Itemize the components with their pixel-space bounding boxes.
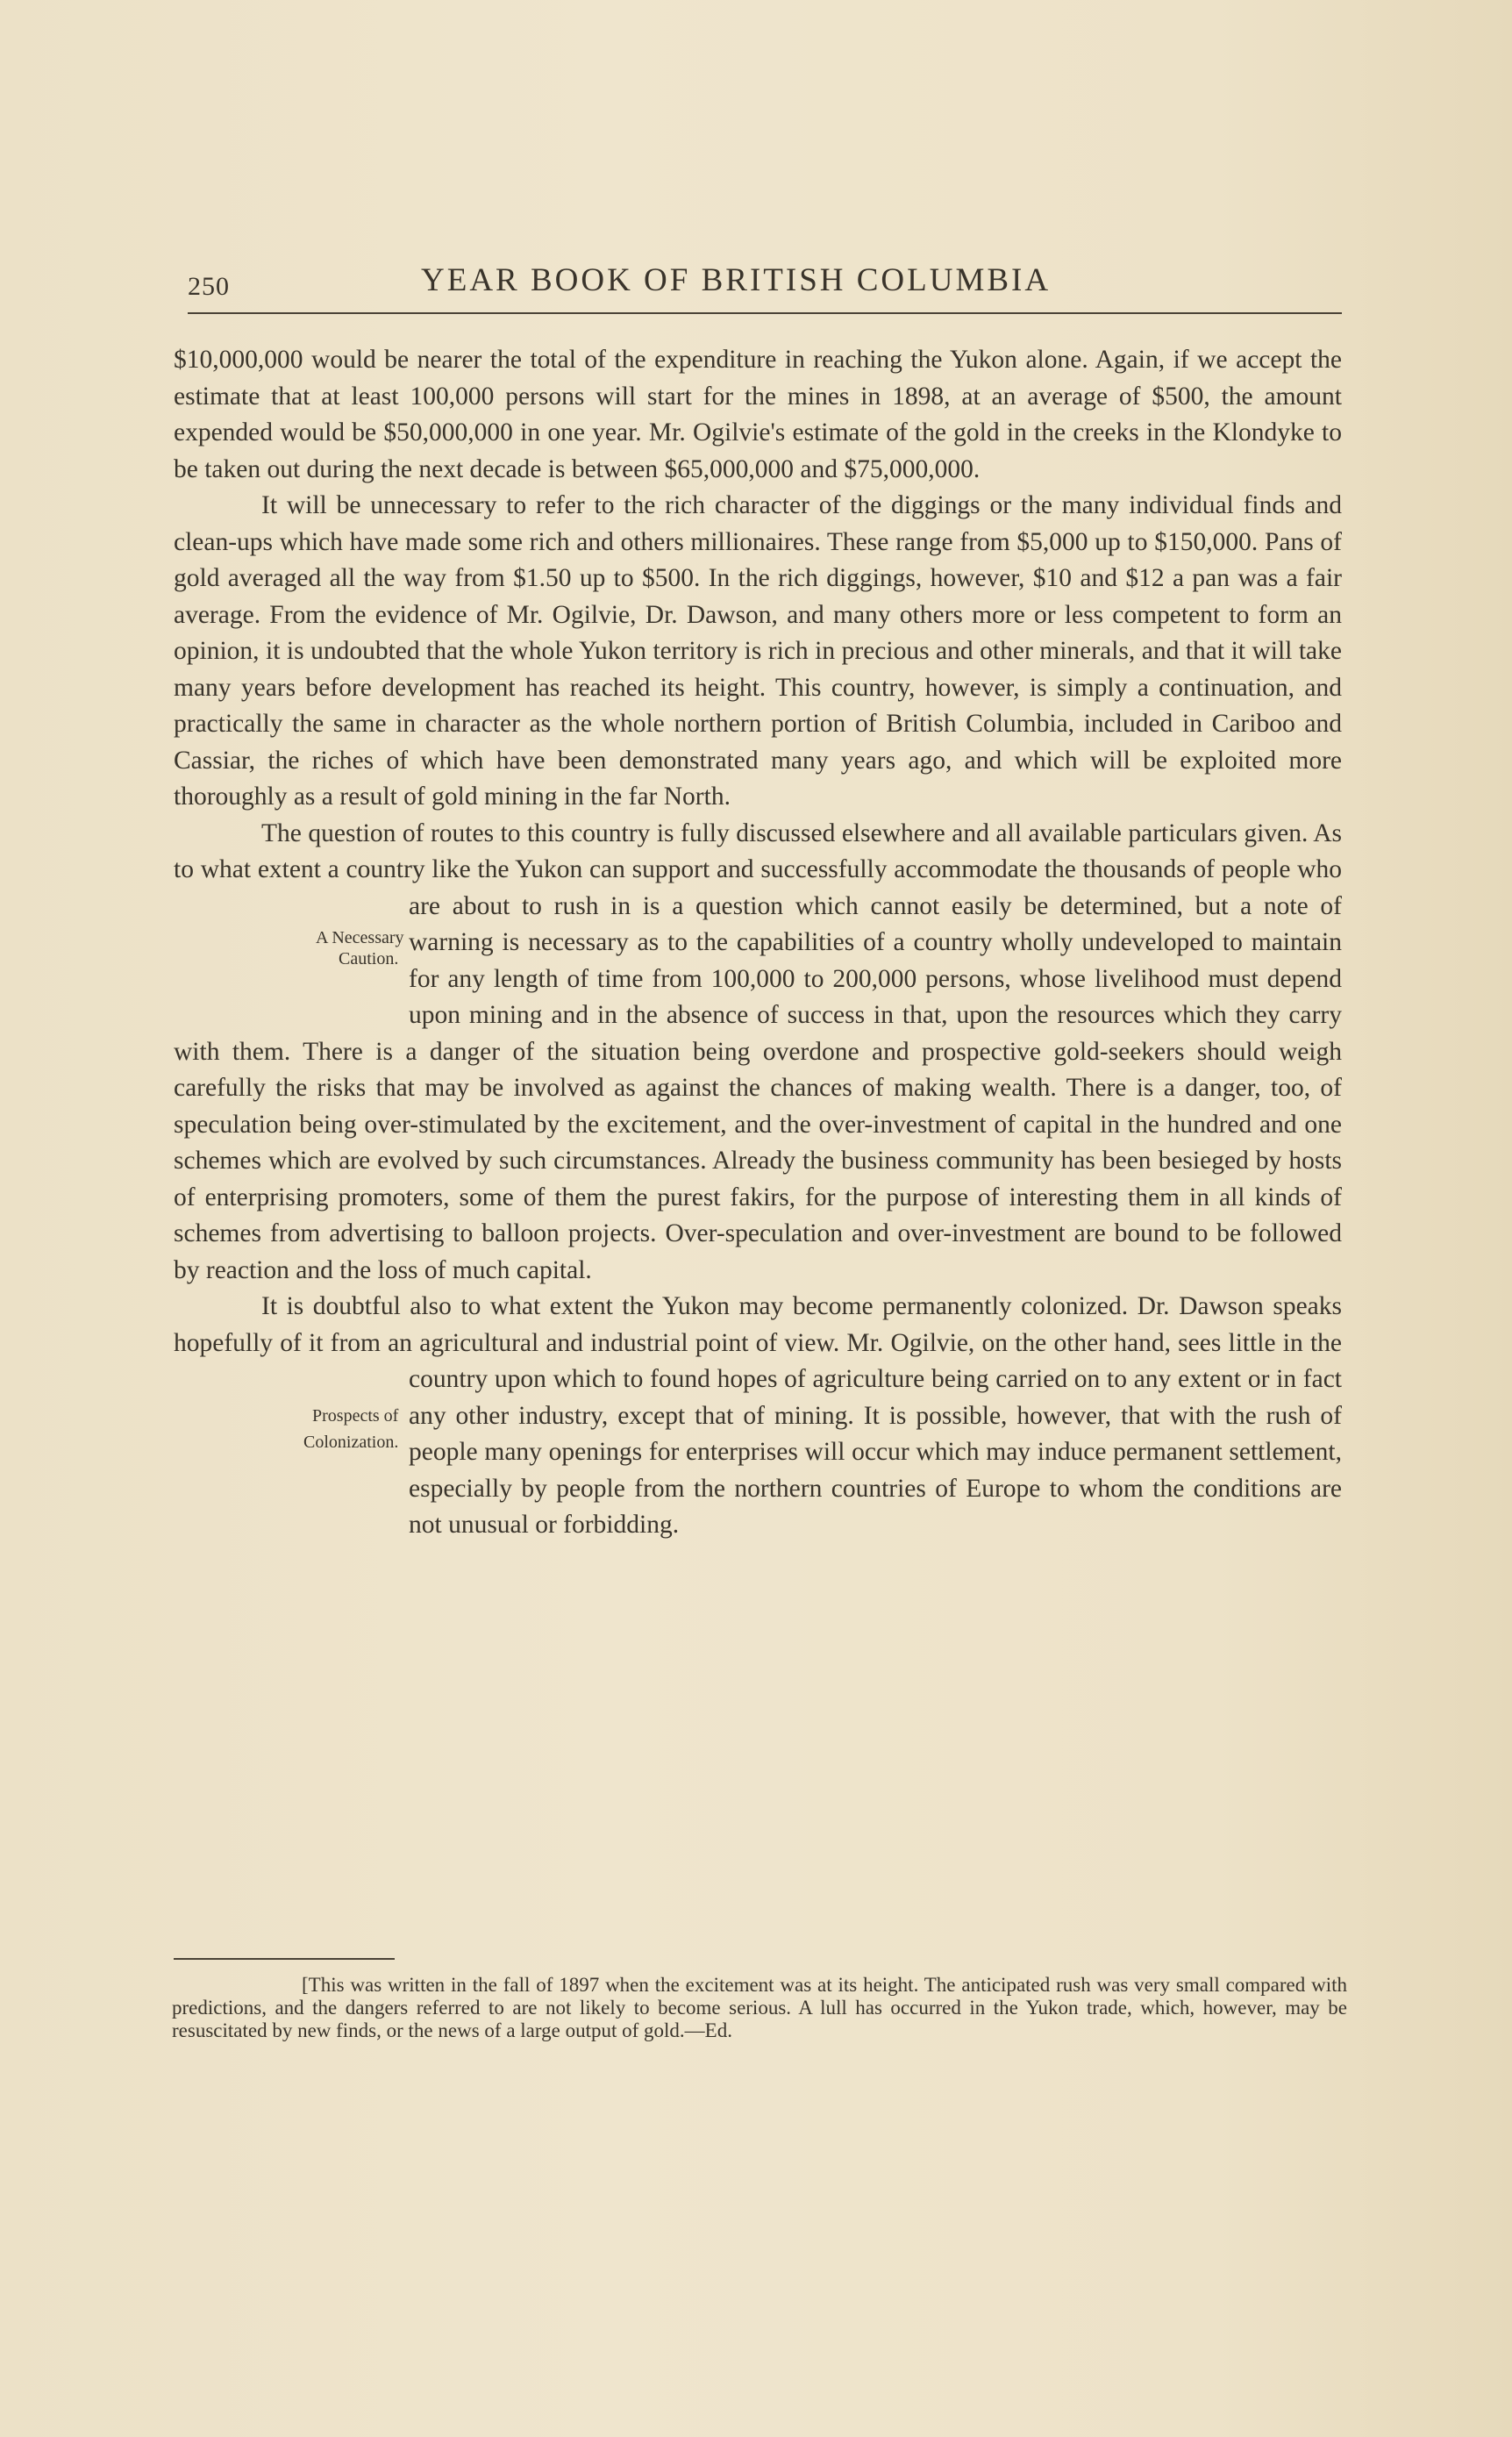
header-rule <box>188 312 1342 314</box>
footnote-text: [This was written in the fall of 1897 when the excitement was at its height. The anticipated rush was very small compared with predictions, and the dangers referred to are not likely to become serious. A lull has occurred in the Yukon trade, which, however, may be resuscitated by new finds, or the news of a large output of gold.—Ed. <box>172 1974 1347 2041</box>
footnote-rule <box>174 1958 395 1960</box>
body-text <box>174 342 1342 1544</box>
paragraph-routes-part2: rush in is a question which cannot easily be determined, but a note of warning is necessary as to the capabilities of a country wholly undeveloped to maintain for any length of time from 100,000 to 200,000 persons, whose livelihood must depend upon mining and in the absence of success in that, upon the resources which they carry with them. There is a danger of the situation being overdone and prospective gold-seekers should weigh carefully the risks that may be involved as against the chances of making wealth. There is a danger, too, of speculation being over-stimulated by the excitement, and the over-investment of capital in the hundred and one schemes which are evolved by such circumstances. Already the business community has been besieged by hosts of enterprising promoters, some of them the purest fakirs, for the purpose of interesting them in all kinds of schemes from advertising to balloon projects. Over-speculation and over-investment are bound to be followed by reaction and the loss of much capital. <box>174 891 1343 1284</box>
paragraph-expenditure: $10,000,000 would be nearer the total of the expenditure in reaching the Yukon alone. Again, if we accept the estimate that at least 100,000 persons will start for the mines in 1898, at an average of $500, the amount expended would be $50,000,000 in one year. Mr. Ogilvie's estimate of the gold in the creeks in the Klondyke to be taken out during the next decade is between $65,000,000 and $75,000,000. <box>174 346 1342 483</box>
margin-note-line: Colonization. <box>303 1433 399 1452</box>
margin-note-line: Prospects of <box>312 1406 399 1426</box>
footnote <box>172 1974 1347 2042</box>
paragraph-colonization <box>174 1289 1342 1544</box>
paragraph-colonization-part2: which to found hopes of agriculture being carried on to any extent or in fact any other industry, except that of mining. It is possible, however, that with the rush of people many openings for enterprises will occur which may induce permanent settlement, especially by people from the northern countries of Europe to whom the conditions are not unusual or forbidding. <box>409 1365 1342 1539</box>
paragraph-routes-part1: The question of routes to this country is fully discussed elsewhere and all available particulars given. As to what extent a country like the Yukon can support and successfully accommodate the thousands of people who are about to <box>174 818 1342 920</box>
page-header <box>188 260 1342 312</box>
running-title: YEAR BOOK OF BRITISH COLUMBIA <box>421 262 1052 298</box>
margin-note-necessary-caution <box>174 889 409 999</box>
paragraph-rich-diggings: It will be unnecessary to refer to the rich character of the diggings or the many individual finds and clean-ups which have made some rich and others millionaires. These range from $5,000 up to $150,000. Pans of gold averaged all the way from $1.50 up to $500. In the rich diggings, however, $10 and $12 a pan was a fair average. From the evidence of Mr. Ogilvie, Dr. Dawson, and many others more or less competent to form an opinion, it is undoubted that the whole Yukon territory is rich in precious and other minerals, and that it will take many years before development has reached its height. This country, however, is simply a continuation, and practically the same in character as the whole northern portion of British Columbia, included in Cariboo and Cassiar, the riches of which have been demonstrated many years ago, and which will be exploited more thoroughly as a result of gold mining in the far North. <box>174 491 1342 811</box>
paragraph-routes <box>174 816 1342 1290</box>
page-number: 250 <box>188 272 230 301</box>
margin-note-line: A Necessary <box>316 927 404 947</box>
margin-note-line: Caution. <box>339 948 399 968</box>
margin-note-prospects-of-colonization <box>174 1361 409 1530</box>
paragraph-colonization-part1: It is doubtful also to what extent the Yukon may become permanently colonized. Dr. Dawson speaks hopefully of it from an agricultural and industrial point of view. Mr. Ogilvie, on the other hand, sees little in the country upon <box>174 1292 1342 1393</box>
